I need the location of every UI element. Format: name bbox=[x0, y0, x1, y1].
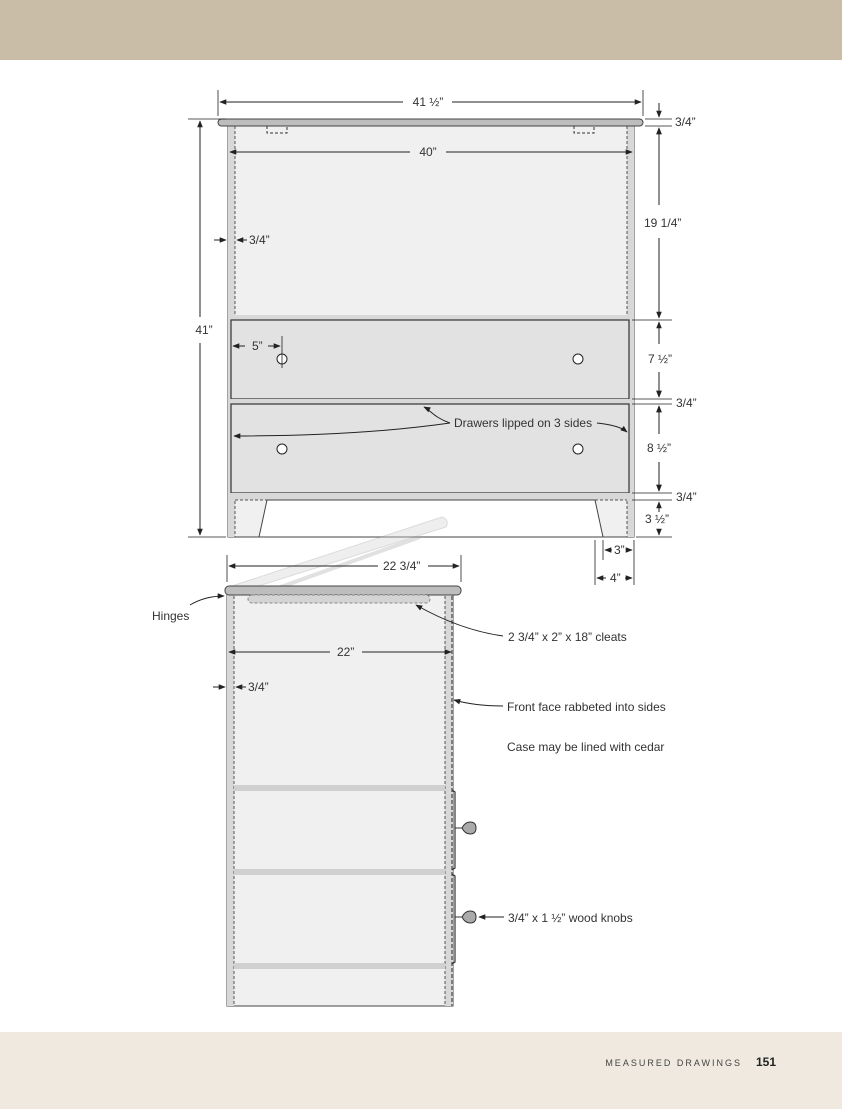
top-depth-label: 22 3/4” bbox=[383, 559, 421, 573]
knob-icon bbox=[573, 444, 583, 454]
side-thickness-label: 3/4” bbox=[249, 233, 270, 247]
side-view bbox=[152, 517, 666, 1006]
footer-band bbox=[0, 1032, 842, 1109]
page-number: 151 bbox=[756, 1055, 777, 1069]
case-depth-label: 22” bbox=[337, 645, 355, 659]
front-face-note: Front face rabbeted into sides bbox=[507, 700, 666, 714]
top-drawer-front bbox=[231, 320, 629, 399]
top-drawer-label: 7 ½” bbox=[648, 352, 673, 366]
front-view bbox=[188, 90, 697, 585]
foot-inner-label: 3” bbox=[614, 543, 625, 557]
overall-height-label: 41” bbox=[195, 323, 213, 337]
wood-knobs-label: 3/4” x 1 ½” wood knobs bbox=[508, 911, 633, 925]
base-height-label: 3 ½” bbox=[645, 512, 670, 526]
knob-offset-label: 5” bbox=[252, 339, 263, 353]
cleats-label: 2 3/4” x 2” x 18” cleats bbox=[508, 630, 627, 644]
knob-icon bbox=[277, 444, 287, 454]
side-view-thickness-label: 3/4” bbox=[248, 680, 269, 694]
wood-knob-icon bbox=[455, 822, 476, 834]
wood-knob-icon bbox=[455, 911, 476, 923]
drawers-note: Drawers lipped on 3 sides bbox=[454, 416, 593, 430]
inner-width-label: 40” bbox=[419, 145, 437, 159]
rail-1-label: 3/4” bbox=[676, 396, 697, 410]
knob-icon bbox=[573, 354, 583, 364]
upper-space-label: 19 1/4” bbox=[644, 216, 682, 230]
top-thickness-label: 3/4” bbox=[675, 115, 696, 129]
hinges-label: Hinges bbox=[152, 609, 190, 623]
foot-outer-label: 4” bbox=[610, 571, 621, 585]
bottom-drawer-label: 8 ½” bbox=[647, 441, 672, 455]
overall-width-label: 41 ½” bbox=[412, 95, 444, 109]
rail-2-label: 3/4” bbox=[676, 490, 697, 504]
cedar-note: Case may be lined with cedar bbox=[507, 740, 665, 754]
section-title: MEASURED DRAWINGS bbox=[605, 1058, 742, 1068]
